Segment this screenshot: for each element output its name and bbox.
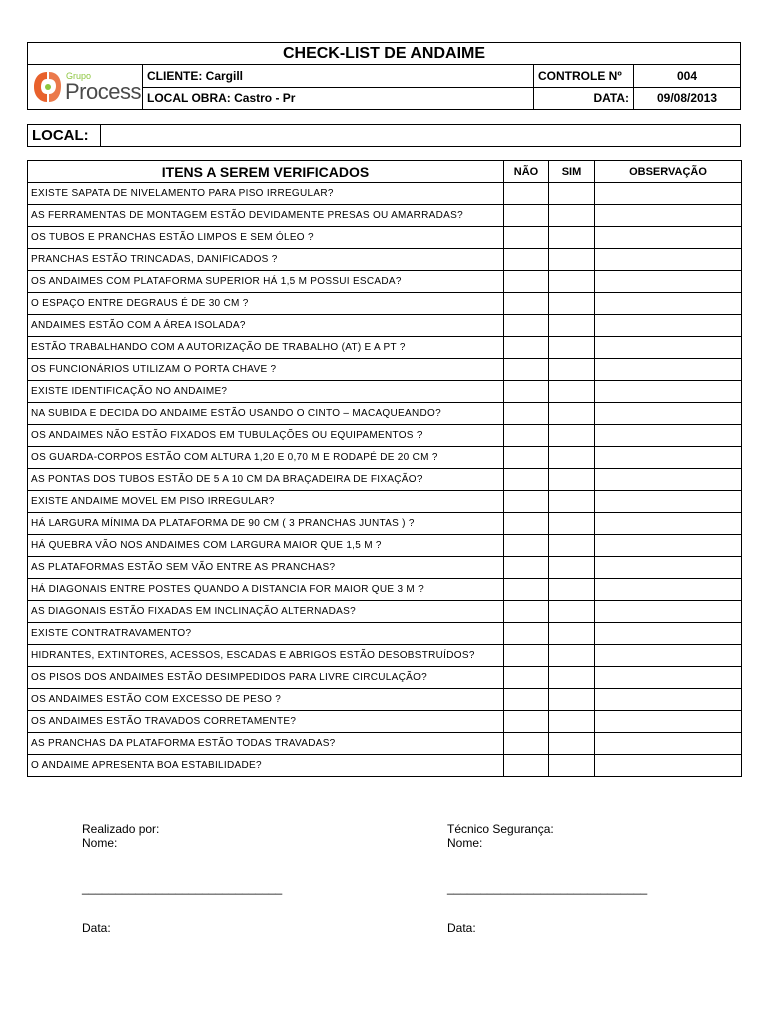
sim-checkbox[interactable] bbox=[549, 579, 595, 601]
checklist-item-text: OS TUBOS E PRANCHAS ESTÃO LIMPOS E SEM ÓLEO ? bbox=[28, 227, 504, 249]
sim-checkbox[interactable] bbox=[549, 183, 595, 205]
checklist-row bbox=[28, 425, 742, 447]
sim-checkbox[interactable] bbox=[549, 425, 595, 447]
observacao-field[interactable] bbox=[595, 447, 742, 469]
checklist-row bbox=[28, 183, 742, 205]
sim-checkbox[interactable] bbox=[549, 315, 595, 337]
local-row bbox=[27, 124, 741, 147]
document-title: CHECK-LIST DE ANDAIME bbox=[28, 43, 741, 65]
checklist-item-text: HIDRANTES, EXTINTORES, ACESSOS, ESCADAS E ABRIGOS ESTÃO DESOBSTRUÍDOS? bbox=[28, 645, 504, 667]
checklist-item-text: O ANDAIME APRESENTA BOA ESTABILIDADE? bbox=[28, 755, 504, 777]
sim-checkbox[interactable] bbox=[549, 271, 595, 293]
observacao-field[interactable] bbox=[595, 733, 742, 755]
sim-checkbox[interactable] bbox=[549, 359, 595, 381]
checklist-item-text: OS ANDAIMES ESTÃO TRAVADOS CORRETAMENTE? bbox=[28, 711, 504, 733]
checklist-row bbox=[28, 403, 742, 425]
nao-checkbox[interactable] bbox=[504, 557, 549, 579]
observacao-field[interactable] bbox=[595, 249, 742, 271]
sim-checkbox[interactable] bbox=[549, 447, 595, 469]
checklist-item-text: OS FUNCIONÁRIOS UTILIZAM O PORTA CHAVE ? bbox=[28, 359, 504, 381]
observacao-field[interactable] bbox=[595, 557, 742, 579]
observacao-field[interactable] bbox=[595, 623, 742, 645]
signature-line-left[interactable]: ______________________________ bbox=[82, 881, 283, 895]
checklist-row bbox=[28, 513, 742, 535]
observacao-field[interactable] bbox=[595, 271, 742, 293]
realizado-por-label: Realizado por: bbox=[82, 822, 160, 836]
checklist-item-text: AS DIAGONAIS ESTÃO FIXADAS EM INCLINAÇÃO ALTERNADAS? bbox=[28, 601, 504, 623]
observacao-field[interactable] bbox=[595, 689, 742, 711]
company-logo bbox=[28, 65, 143, 110]
observacao-field[interactable] bbox=[595, 579, 742, 601]
signature-line-right[interactable]: ______________________________ bbox=[447, 881, 648, 895]
data-label-right: Data: bbox=[447, 921, 476, 935]
nao-checkbox[interactable] bbox=[504, 513, 549, 535]
col-header-item: ITENS A SEREM VERIFICADOS bbox=[28, 161, 504, 183]
signature-right bbox=[447, 822, 554, 850]
nao-checkbox[interactable] bbox=[504, 227, 549, 249]
checklist-row bbox=[28, 293, 742, 315]
checklist-row bbox=[28, 315, 742, 337]
checklist-item-text: HÁ LARGURA MÍNIMA DA PLATAFORMA DE 90 CM ( 3 PRANCHAS JUNTAS ) ? bbox=[28, 513, 504, 535]
checklist-row bbox=[28, 645, 742, 667]
nao-checkbox[interactable] bbox=[504, 183, 549, 205]
controle-value: 004 bbox=[634, 65, 741, 88]
nao-checkbox[interactable] bbox=[504, 359, 549, 381]
checklist-row bbox=[28, 271, 742, 293]
checklist-item-text: HÁ QUEBRA VÃO NOS ANDAIMES COM LARGURA MAIOR QUE 1,5 M ? bbox=[28, 535, 504, 557]
checklist-item-text: OS PISOS DOS ANDAIMES ESTÃO DESIMPEDIDOS PARA LIVRE CIRCULAÇÃO? bbox=[28, 667, 504, 689]
col-header-nao: NÃO bbox=[504, 161, 549, 183]
sim-checkbox[interactable] bbox=[549, 601, 595, 623]
sim-checkbox[interactable] bbox=[549, 733, 595, 755]
observacao-field[interactable] bbox=[595, 205, 742, 227]
logo-small-text: Grupo bbox=[66, 71, 92, 81]
sim-checkbox[interactable] bbox=[549, 755, 595, 777]
checklist-item-text: AS PRANCHAS DA PLATAFORMA ESTÃO TODAS TRAVADAS? bbox=[28, 733, 504, 755]
checklist-item-text: OS ANDAIMES ESTÃO COM EXCESSO DE PESO ? bbox=[28, 689, 504, 711]
nome-label-right: Nome: bbox=[447, 836, 483, 850]
sim-checkbox[interactable] bbox=[549, 293, 595, 315]
observacao-field[interactable] bbox=[595, 491, 742, 513]
checklist-item-text: ESTÃO TRABALHANDO COM A AUTORIZAÇÃO DE TRABALHO (AT) E A PT ? bbox=[28, 337, 504, 359]
nao-checkbox[interactable] bbox=[504, 337, 549, 359]
nao-checkbox[interactable] bbox=[504, 667, 549, 689]
checklist-row bbox=[28, 667, 742, 689]
nao-checkbox[interactable] bbox=[504, 271, 549, 293]
observacao-field[interactable] bbox=[595, 359, 742, 381]
checklist-item-text: O ESPAÇO ENTRE DEGRAUS É DE 30 CM ? bbox=[28, 293, 504, 315]
checklist-header-row bbox=[28, 161, 742, 183]
data-label-left: Data: bbox=[82, 921, 111, 935]
checklist-item-text: AS PONTAS DOS TUBOS ESTÃO DE 5 A 10 CM DA BRAÇADEIRA DE FIXAÇÃO? bbox=[28, 469, 504, 491]
checklist-row bbox=[28, 711, 742, 733]
local-obra-field: LOCAL OBRA: Castro - Pr bbox=[143, 87, 534, 110]
sim-checkbox[interactable] bbox=[549, 535, 595, 557]
sim-checkbox[interactable] bbox=[549, 623, 595, 645]
checklist-item-text: PRANCHAS ESTÃO TRINCADAS, DANIFICADOS ? bbox=[28, 249, 504, 271]
nao-checkbox[interactable] bbox=[504, 689, 549, 711]
observacao-field[interactable] bbox=[595, 337, 742, 359]
checklist-item-text: EXISTE ANDAIME MOVEL EM PISO IRREGULAR? bbox=[28, 491, 504, 513]
sim-checkbox[interactable] bbox=[549, 249, 595, 271]
data-label: DATA: bbox=[534, 87, 634, 110]
checklist-row bbox=[28, 447, 742, 469]
logo-brand-text: Process bbox=[65, 79, 141, 104]
sim-checkbox[interactable] bbox=[549, 689, 595, 711]
checklist-row bbox=[28, 535, 742, 557]
nao-checkbox[interactable] bbox=[504, 535, 549, 557]
checklist-item-text: OS GUARDA-CORPOS ESTÃO COM ALTURA 1,20 E 0,70 M E RODAPÉ DE 20 CM ? bbox=[28, 447, 504, 469]
document-header bbox=[27, 42, 741, 110]
observacao-field[interactable] bbox=[595, 513, 742, 535]
nao-checkbox[interactable] bbox=[504, 249, 549, 271]
checklist-item-text: OS ANDAIMES NÃO ESTÃO FIXADOS EM TUBULAÇÕES OU EQUIPAMENTOS ? bbox=[28, 425, 504, 447]
observacao-field[interactable] bbox=[595, 227, 742, 249]
nao-checkbox[interactable] bbox=[504, 469, 549, 491]
tecnico-seguranca-label: Técnico Segurança: bbox=[447, 822, 554, 836]
checklist-item-text: ANDAIMES ESTÃO COM A ÁREA ISOLADA? bbox=[28, 315, 504, 337]
checklist-item-text: EXISTE CONTRATRAVAMENTO? bbox=[28, 623, 504, 645]
checklist-row bbox=[28, 557, 742, 579]
checklist-row bbox=[28, 337, 742, 359]
observacao-field[interactable] bbox=[595, 315, 742, 337]
sim-checkbox[interactable] bbox=[549, 557, 595, 579]
col-header-sim: SIM bbox=[549, 161, 595, 183]
observacao-field[interactable] bbox=[595, 381, 742, 403]
sim-checkbox[interactable] bbox=[549, 337, 595, 359]
nao-checkbox[interactable] bbox=[504, 711, 549, 733]
checklist-item-text: AS PLATAFORMAS ESTÃO SEM VÃO ENTRE AS PRANCHAS? bbox=[28, 557, 504, 579]
sim-checkbox[interactable] bbox=[549, 711, 595, 733]
checklist-row bbox=[28, 733, 742, 755]
checklist-row bbox=[28, 689, 742, 711]
checklist-item-text: OS ANDAIMES COM PLATAFORMA SUPERIOR HÁ 1,5 M POSSUI ESCADA? bbox=[28, 271, 504, 293]
sim-checkbox[interactable] bbox=[549, 513, 595, 535]
checklist-row bbox=[28, 579, 742, 601]
data-value: 09/08/2013 bbox=[634, 87, 741, 110]
observacao-field[interactable] bbox=[595, 469, 742, 491]
nome-label-left: Nome: bbox=[82, 836, 118, 850]
observacao-field[interactable] bbox=[595, 535, 742, 557]
checklist-row bbox=[28, 249, 742, 271]
local-input[interactable] bbox=[101, 125, 741, 147]
checklist-row bbox=[28, 623, 742, 645]
checklist-item-text: EXISTE SAPATA DE NIVELAMENTO PARA PISO IRREGULAR? bbox=[28, 183, 504, 205]
checklist-row bbox=[28, 601, 742, 623]
nao-checkbox[interactable] bbox=[504, 447, 549, 469]
nao-checkbox[interactable] bbox=[504, 205, 549, 227]
checklist-row bbox=[28, 381, 742, 403]
checklist-row bbox=[28, 469, 742, 491]
local-label: LOCAL: bbox=[28, 125, 101, 147]
sim-checkbox[interactable] bbox=[549, 227, 595, 249]
nao-checkbox[interactable] bbox=[504, 733, 549, 755]
checklist-item-text: NA SUBIDA E DECIDA DO ANDAIME ESTÃO USANDO O CINTO – MACAQUEANDO? bbox=[28, 403, 504, 425]
checklist-row bbox=[28, 227, 742, 249]
observacao-field[interactable] bbox=[595, 293, 742, 315]
nao-checkbox[interactable] bbox=[504, 601, 549, 623]
controle-label: CONTROLE Nº bbox=[534, 65, 634, 88]
observacao-field[interactable] bbox=[595, 711, 742, 733]
sim-checkbox[interactable] bbox=[549, 645, 595, 667]
sim-checkbox[interactable] bbox=[549, 205, 595, 227]
observacao-field[interactable] bbox=[595, 403, 742, 425]
nao-checkbox[interactable] bbox=[504, 315, 549, 337]
checklist-item-text: AS FERRAMENTAS DE MONTAGEM ESTÃO DEVIDAMENTE PRESAS OU AMARRADAS? bbox=[28, 205, 504, 227]
signature-left bbox=[82, 822, 159, 850]
nao-checkbox[interactable] bbox=[504, 491, 549, 513]
sim-checkbox[interactable] bbox=[549, 491, 595, 513]
nao-checkbox[interactable] bbox=[504, 425, 549, 447]
nao-checkbox[interactable] bbox=[504, 755, 549, 777]
observacao-field[interactable] bbox=[595, 667, 742, 689]
checklist-row bbox=[28, 205, 742, 227]
nao-checkbox[interactable] bbox=[504, 293, 549, 315]
nao-checkbox[interactable] bbox=[504, 579, 549, 601]
checklist-row bbox=[28, 755, 742, 777]
sim-checkbox[interactable] bbox=[549, 667, 595, 689]
checklist-table bbox=[27, 160, 742, 777]
observacao-field[interactable] bbox=[595, 755, 742, 777]
sim-checkbox[interactable] bbox=[549, 469, 595, 491]
checklist-item-text: HÁ DIAGONAIS ENTRE POSTES QUANDO A DISTANCIA FOR MAIOR QUE 3 M ? bbox=[28, 579, 504, 601]
sim-checkbox[interactable] bbox=[549, 403, 595, 425]
observacao-field[interactable] bbox=[595, 601, 742, 623]
checklist-row bbox=[28, 491, 742, 513]
col-header-obs: OBSERVAÇÃO bbox=[595, 161, 742, 183]
nao-checkbox[interactable] bbox=[504, 623, 549, 645]
sim-checkbox[interactable] bbox=[549, 381, 595, 403]
nao-checkbox[interactable] bbox=[504, 403, 549, 425]
cliente-field: CLIENTE: Cargill bbox=[143, 65, 534, 88]
checklist-item-text: EXISTE IDENTIFICAÇÃO NO ANDAIME? bbox=[28, 381, 504, 403]
nao-checkbox[interactable] bbox=[504, 381, 549, 403]
nao-checkbox[interactable] bbox=[504, 645, 549, 667]
observacao-field[interactable] bbox=[595, 425, 742, 447]
checklist-row bbox=[28, 359, 742, 381]
observacao-field[interactable] bbox=[595, 645, 742, 667]
process-logo-icon bbox=[33, 70, 61, 104]
observacao-field[interactable] bbox=[595, 183, 742, 205]
